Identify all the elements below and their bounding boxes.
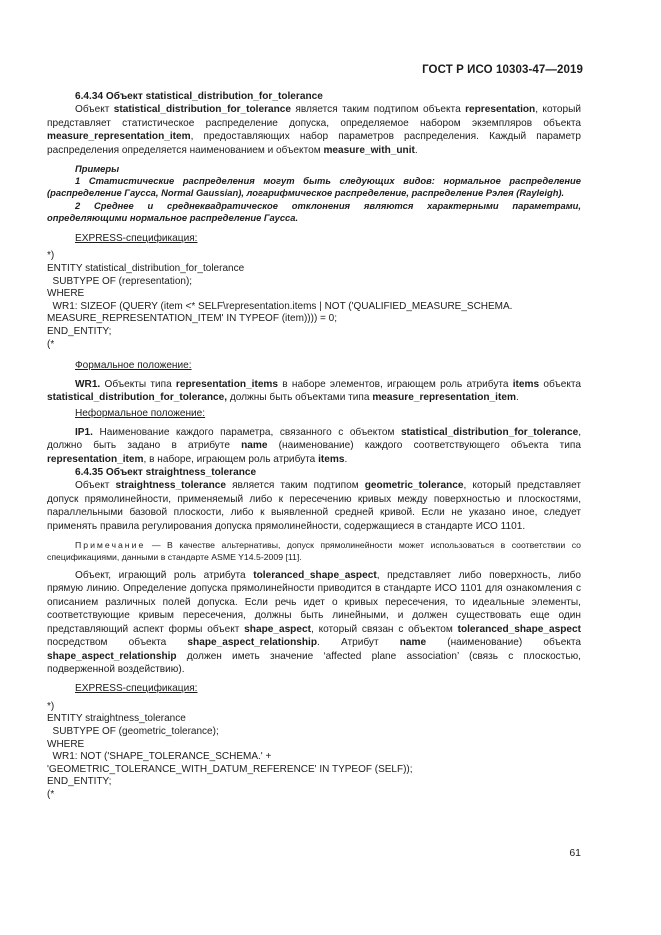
- code-line: (*: [47, 788, 55, 800]
- doc-id: ГОСТ Р ИСО 10303-47—2019: [422, 64, 583, 76]
- bold-term: statistical_distribution_for_tolerance: [400, 426, 579, 438]
- code-line: WHERE: [47, 738, 85, 750]
- code-line: WR1: NOT ('SHAPE_TOLERANCE_SCHEMA.' +: [47, 751, 272, 763]
- express-label-1: EXPRESS-спецификация:: [75, 233, 198, 245]
- code-line: 'GEOMETRIC_TOLERANCE_WITH_DATUM_REFERENCE' IN TYPEOF (SELF));: [47, 763, 413, 775]
- section-6-4-35-paragraph-2: Объект, играющий роль атрибута toleranced_shape_aspect, представляет либо поверхность, либо прямую линию. Определение допуска прямолинейности приводится в стандарте ИСО 1101 для ознакомления с описанием различных полей допуска. Если речь идет о кривых пересечения, то идеальные элементы, соответствующие кривым пересечения, должны быть линейными, и должен существовать еще один представляющий аспект формы объект shape_aspect, который связан с объектом toleranced_shape_aspect посредством объекта shape_aspect_relationship. Атрибут name (наименование) объекта shape_aspect_relationship должен иметь значение ‘affected plane association’ (связь с плоскостью, подверженной воздействию).: [47, 570, 582, 675]
- section-6-4-35-heading: 6.4.35 Объект straightness_tolerance: [75, 467, 257, 479]
- page-content: [47, 90, 581, 801]
- express-code-2: [47, 701, 581, 802]
- code-line: END_ENTITY;: [47, 776, 112, 788]
- bold-term: name: [241, 440, 268, 452]
- note-asme: [47, 539, 581, 563]
- formal-label: Формальное положение:: [75, 360, 192, 372]
- bold-term: representation: [465, 104, 536, 116]
- bold-term: name: [399, 637, 427, 649]
- code-line: *): [47, 700, 55, 712]
- code-line: END_ENTITY;: [47, 326, 112, 338]
- code-line: SUBTYPE OF (geometric_tolerance);: [47, 725, 219, 737]
- bold-term: items: [318, 453, 345, 465]
- document-header: [422, 64, 583, 76]
- examples-title: Примеры: [75, 163, 120, 175]
- informal-label: Неформальное положение:: [75, 408, 206, 420]
- section-6-4-34-heading: 6.4.34 Объект statistical_distribution_for_tolerance: [75, 91, 323, 102]
- section-6-4-34-paragraph: Объект statistical_distribution_for_tolerance является таким подтипом объекта representation, который представляет статистическое распределение допуска, определяемое набором экземпляров объекта measure_representation_item, предоставляющих набор параметров распределения. Каждый параметр распределения определяется наименованием и объектом measure_with_unit.: [47, 104, 581, 156]
- bold-term: statistical_distribution_for_tolerance,: [47, 392, 228, 404]
- examples-block: [47, 163, 581, 224]
- code-line: (*: [47, 338, 55, 350]
- code-line: ENTITY statistical_distribution_for_tolerance: [47, 263, 245, 275]
- express-label-2: EXPRESS-спецификация:: [75, 683, 198, 695]
- bold-term: statistical_distribution_for_tolerance: [113, 104, 292, 116]
- code-line: MEASURE_REPRESENTATION_ITEM' IN TYPEOF (item)))) = 0;: [47, 313, 338, 325]
- code-line: WHERE: [47, 288, 85, 300]
- bold-term: geometric_tolerance: [364, 480, 464, 492]
- example-1: 1 Статистические распределения могут быть следующих видов: нормальное распределение (распределение Гаусса, Normal Gaussian), логарифмическое распределение, распределение Рэлея (Rayleigh).: [47, 175, 581, 199]
- bold-term: measure_representation_item: [372, 392, 516, 404]
- bold-term: toleranced_shape_aspect: [253, 570, 377, 582]
- formal-rule-wr1: WR1. Объекты типа representation_items в наборе элементов, играющем роль атрибута items объекта statistical_distribution_for_tolerance, должны быть объектами типа measure_representation_item.: [47, 378, 581, 404]
- bold-term: IP1.: [75, 426, 93, 438]
- bold-term: representation_items: [175, 378, 279, 390]
- section-6-4-35-paragraph-1: Объект straightness_tolerance является таким подтипом geometric_tolerance, который представляет допуск прямолинейности, применяемый либо к пересечению кривых между поверхностью и плоскостями, параллельными базовой плоскости, либо к выявленной средней кривой. Если не указано иное, следует применять правила регулирования допуска прямолинейности, содержащиеся в стандарте ИСО 1101.: [47, 480, 581, 532]
- page-number: 61: [569, 847, 581, 859]
- note-text: — В качестве альтернативы, допуск прямолинейности может использоваться в соответствии со спецификациями, данными в стандарте ASME Y14.5-2009 [11].: [47, 540, 581, 563]
- bold-term: items: [512, 378, 540, 390]
- code-line: SUBTYPE OF (representation);: [47, 275, 193, 287]
- bold-term: representation_item: [47, 453, 144, 465]
- bold-term: measure_with_unit: [323, 144, 415, 156]
- bold-term: straightness_tolerance: [115, 480, 226, 492]
- example-2: 2 Среднее и среднеквадратическое отклонения являются характерными параметрами, определяющими нормальное распределение Гаусса.: [47, 199, 581, 223]
- bold-term: WR1.: [75, 378, 101, 390]
- bold-term: shape_aspect_relationship: [47, 650, 177, 662]
- bold-term: shape_aspect_relationship: [187, 637, 318, 649]
- note-word: Примечание: [75, 540, 146, 551]
- code-line: WR1: SIZEOF (QUERY (item <* SELF\representation.items | NOT ('QUALIFIED_MEASURE_SCHEMA.: [47, 300, 513, 312]
- bold-term: shape_aspect: [244, 623, 311, 635]
- bold-term: toleranced_shape_aspect: [457, 623, 582, 635]
- code-line: ENTITY straightness_tolerance: [47, 713, 186, 725]
- express-code-1: [47, 250, 581, 351]
- code-line: *): [47, 250, 55, 262]
- informal-rule-ip1: IP1. Наименование каждого параметра, связанного с объектом statistical_distribution_for_tolerance, должно быть задано в атрибуте name (наименование) каждого соответствующего объекта типа representation_item, в наборе, играющем роль атрибута items.: [47, 426, 581, 465]
- bold-term: measure_representation_item: [47, 131, 191, 143]
